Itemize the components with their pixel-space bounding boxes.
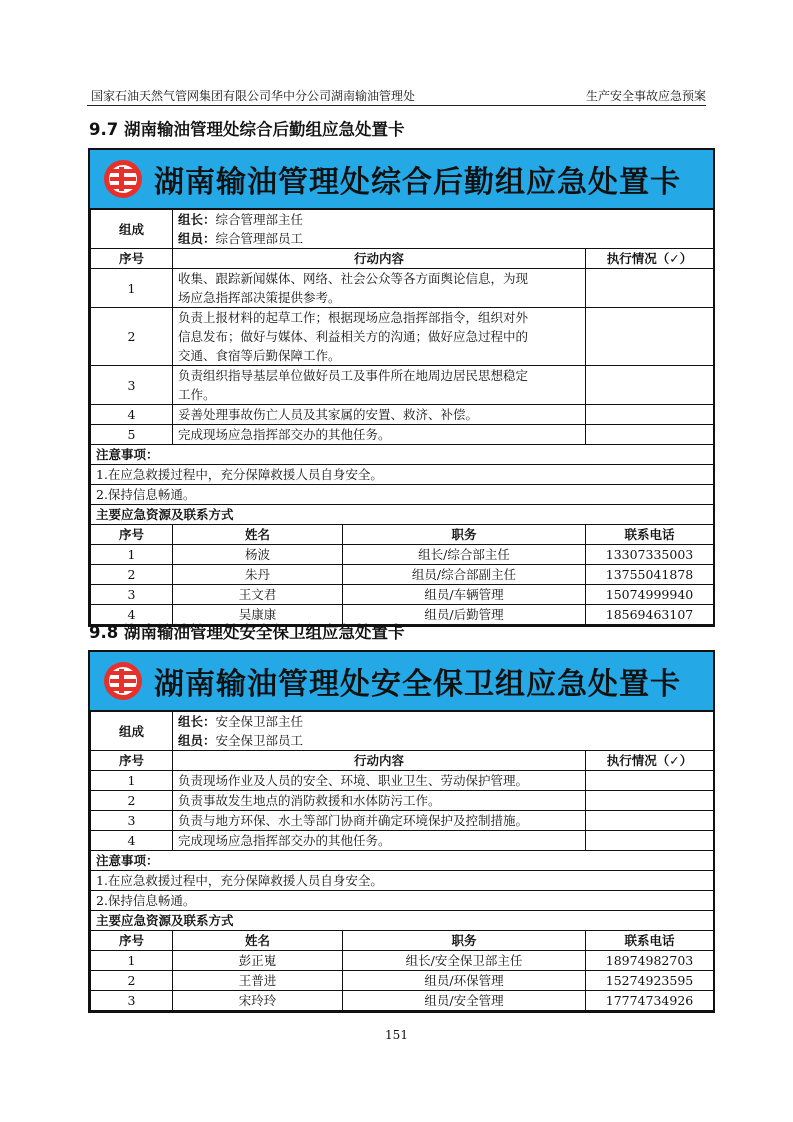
note-text: 1.在应急救援过程中，充分保障救援人员自身安全。 xyxy=(91,871,714,891)
action-line: 负责上报材料的起草工作；根据现场应急指挥部指令，组织对外 xyxy=(178,310,529,325)
action-no: 3 xyxy=(91,366,173,405)
action-content xyxy=(173,308,586,366)
emergency-card xyxy=(88,148,715,627)
group-row xyxy=(91,210,714,249)
exec-cell[interactable] xyxy=(586,366,714,405)
group-label: 组成 xyxy=(91,712,173,751)
contact-seq-header: 序号 xyxy=(91,525,173,545)
contact-no: 1 xyxy=(91,545,173,565)
resources-label: 主要应急资源及联系方式 xyxy=(91,505,714,525)
contact-row xyxy=(91,991,714,1011)
contact-role: 组员/综合部副主任 xyxy=(343,565,586,585)
exec-cell[interactable] xyxy=(586,791,714,811)
action-content xyxy=(173,771,586,791)
exec-cell[interactable] xyxy=(586,425,714,445)
card-table xyxy=(90,711,714,1011)
action-line: 负责组织指导基层单位做好员工及事件所在地周边居民思想稳定 xyxy=(178,368,529,383)
resources-label: 主要应急资源及联系方式 xyxy=(91,911,714,931)
card-table xyxy=(90,209,714,625)
action-line: 场应急指挥部决策提供参考。 xyxy=(178,290,341,305)
notes-header-row xyxy=(91,445,714,465)
contact-role: 组长/安全保卫部主任 xyxy=(343,951,586,971)
contact-no: 3 xyxy=(91,991,173,1011)
company-logo xyxy=(102,660,144,702)
contact-row xyxy=(91,585,714,605)
action-row xyxy=(91,425,714,445)
action-line: 收集、跟踪新闻媒体、网络、社会公众等各方面舆论信息，为现 xyxy=(178,271,529,286)
contact-phone-header: 联系电话 xyxy=(586,525,714,545)
action-line: 负责事故发生地点的消防救援和水体防污工作。 xyxy=(178,793,441,808)
action-no: 2 xyxy=(91,308,173,366)
action-row xyxy=(91,811,714,831)
section-title: 9.8 湖南输油管理处安全保卫组应急处置卡 xyxy=(89,623,405,642)
contact-role: 组员/后勤管理 xyxy=(343,605,586,625)
exec-cell[interactable] xyxy=(586,405,714,425)
member-label: 组员： xyxy=(178,231,216,246)
group-members xyxy=(173,210,714,249)
contact-name-header: 姓名 xyxy=(173,931,343,951)
contact-phone: 13755041878 xyxy=(586,565,714,585)
group-row xyxy=(91,712,714,751)
card-banner xyxy=(90,652,713,711)
action-content xyxy=(173,366,586,405)
action-header-row xyxy=(91,249,714,269)
member-value: 综合管理部员工 xyxy=(215,231,304,246)
action-row xyxy=(91,831,714,851)
contact-no: 4 xyxy=(91,605,173,625)
note-text: 2.保持信息畅通。 xyxy=(91,891,714,911)
action-row xyxy=(91,269,714,308)
header-org: 国家石油天然气管网集团有限公司华中分公司湖南输油管理处 xyxy=(91,89,416,103)
action-content xyxy=(173,831,586,851)
action-header: 行动内容 xyxy=(173,249,586,269)
banner-title: 湖南输油管理处安全保卫组应急处置卡 xyxy=(154,667,681,702)
action-content xyxy=(173,791,586,811)
leader-value: 安全保卫部主任 xyxy=(215,714,304,729)
contact-role-header: 职务 xyxy=(343,931,586,951)
contact-seq-header: 序号 xyxy=(91,931,173,951)
contact-row xyxy=(91,971,714,991)
action-content xyxy=(173,425,586,445)
action-no: 5 xyxy=(91,425,173,445)
action-row xyxy=(91,771,714,791)
action-no: 3 xyxy=(91,811,173,831)
action-no: 1 xyxy=(91,771,173,791)
action-content xyxy=(173,811,586,831)
seq-header: 序号 xyxy=(91,249,173,269)
exec-cell[interactable] xyxy=(586,831,714,851)
action-content xyxy=(173,405,586,425)
group-members xyxy=(173,712,714,751)
contact-no: 2 xyxy=(91,971,173,991)
contact-name-header: 姓名 xyxy=(173,525,343,545)
member-value: 安全保卫部员工 xyxy=(215,733,304,748)
member-label: 组员： xyxy=(178,733,216,748)
contact-header-row xyxy=(91,931,714,951)
action-line: 信息发布；做好与媒体、利益相关方的沟通；做好应急过程中的 xyxy=(178,329,529,344)
action-no: 2 xyxy=(91,791,173,811)
section-title: 9.7 湖南输油管理处综合后勤组应急处置卡 xyxy=(89,120,405,139)
contact-role: 组员/环保管理 xyxy=(343,971,586,991)
contact-row xyxy=(91,951,714,971)
note-row xyxy=(91,465,714,485)
contact-role: 组员/车辆管理 xyxy=(343,585,586,605)
contact-name: 王普进 xyxy=(173,971,343,991)
action-line: 完成现场应急指挥部交办的其他任务。 xyxy=(178,427,391,442)
action-header-row xyxy=(91,751,714,771)
action-row xyxy=(91,366,714,405)
contact-no: 1 xyxy=(91,951,173,971)
contact-name: 杨波 xyxy=(173,545,343,565)
contact-phone: 18974982703 xyxy=(586,951,714,971)
notes-label: 注意事项： xyxy=(91,445,714,465)
action-header: 行动内容 xyxy=(173,751,586,771)
action-no: 4 xyxy=(91,831,173,851)
exec-cell[interactable] xyxy=(586,811,714,831)
action-line: 妥善处理事故伤亡人员及其家属的安置、救济、补偿。 xyxy=(178,407,479,422)
contact-phone: 15274923595 xyxy=(586,971,714,991)
action-line: 完成现场应急指挥部交办的其他任务。 xyxy=(178,833,391,848)
contact-row xyxy=(91,545,714,565)
action-line: 负责与地方环保、水土等部门协商并确定环境保护及控制措施。 xyxy=(178,813,529,828)
seq-header: 序号 xyxy=(91,751,173,771)
banner-title: 湖南输油管理处综合后勤组应急处置卡 xyxy=(154,165,681,200)
page-header xyxy=(87,85,706,106)
contact-header-row xyxy=(91,525,714,545)
contact-name: 王文君 xyxy=(173,585,343,605)
contact-no: 2 xyxy=(91,565,173,585)
exec-cell[interactable] xyxy=(586,308,714,366)
contact-role: 组员/安全管理 xyxy=(343,991,586,1011)
contact-phone: 15074999940 xyxy=(586,585,714,605)
action-line: 交通、食宿等后勤保障工作。 xyxy=(178,348,341,363)
header-doc-title: 生产安全事故应急预案 xyxy=(585,89,706,103)
leader-value: 综合管理部主任 xyxy=(215,212,304,227)
company-logo xyxy=(102,158,144,200)
page-number: 151 xyxy=(385,1028,408,1042)
note-row xyxy=(91,891,714,911)
contact-name: 朱丹 xyxy=(173,565,343,585)
contact-name: 吴康康 xyxy=(173,605,343,625)
contact-name: 彭正嵬 xyxy=(173,951,343,971)
notes-header-row xyxy=(91,851,714,871)
action-line: 工作。 xyxy=(178,387,216,402)
exec-cell[interactable] xyxy=(586,269,714,308)
action-row xyxy=(91,308,714,366)
contact-row xyxy=(91,565,714,585)
contact-phone-header: 联系电话 xyxy=(586,931,714,951)
leader-label: 组长： xyxy=(178,212,216,227)
notes-label: 注意事项： xyxy=(91,851,714,871)
card-banner xyxy=(90,150,713,209)
contact-name: 宋玲玲 xyxy=(173,991,343,1011)
action-no: 4 xyxy=(91,405,173,425)
action-line: 负责现场作业及人员的安全、环境、职业卫生、劳动保护管理。 xyxy=(178,773,529,788)
contact-role: 组长/综合部主任 xyxy=(343,545,586,565)
note-text: 1.在应急救援过程中，充分保障救援人员自身安全。 xyxy=(91,465,714,485)
note-row xyxy=(91,485,714,505)
group-label: 组成 xyxy=(91,210,173,249)
exec-header: 执行情况（✓） xyxy=(586,249,714,269)
emergency-card xyxy=(88,650,715,1013)
contact-phone: 18569463107 xyxy=(586,605,714,625)
contact-no: 3 xyxy=(91,585,173,605)
leader-label: 组长： xyxy=(178,714,216,729)
exec-header: 执行情况（✓） xyxy=(586,751,714,771)
resources-header-row xyxy=(91,911,714,931)
action-row xyxy=(91,791,714,811)
action-content xyxy=(173,269,586,308)
exec-cell[interactable] xyxy=(586,771,714,791)
action-row xyxy=(91,405,714,425)
contact-role-header: 职务 xyxy=(343,525,586,545)
resources-header-row xyxy=(91,505,714,525)
contact-phone: 17774734926 xyxy=(586,991,714,1011)
note-row xyxy=(91,871,714,891)
contact-phone: 13307335003 xyxy=(586,545,714,565)
action-no: 1 xyxy=(91,269,173,308)
note-text: 2.保持信息畅通。 xyxy=(91,485,714,505)
